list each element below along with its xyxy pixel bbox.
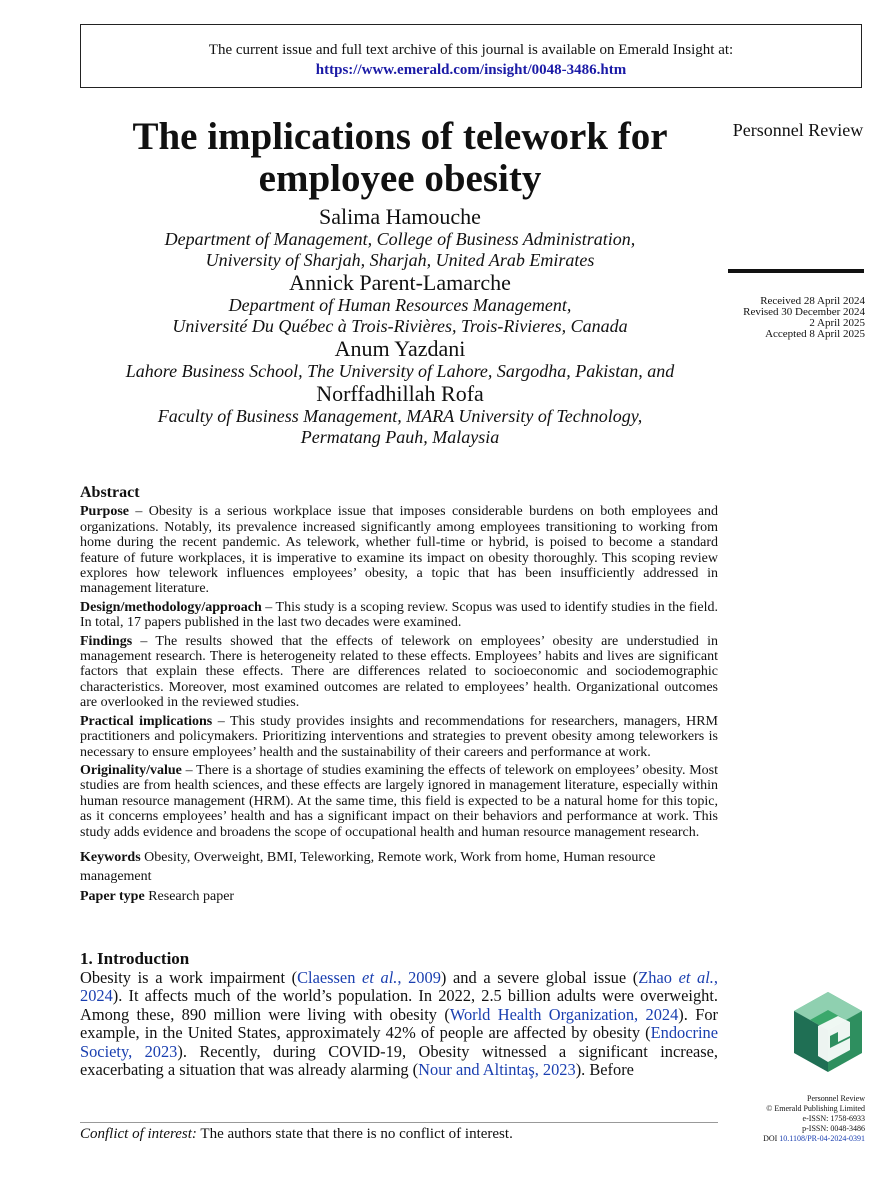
title-line-2: employee obesity xyxy=(258,157,542,200)
section-text: – The results showed that the effects of telework on employees’ obesity are understudied in management research. There is heterogeneity related to these effects. Employees’ habits and lives are significant factors that explain these effects. There are differences related to socioeconomic and sociodemographic characteristics. Moreover, most examined outcomes are related to employees’ health. Organizational outcomes are overlooked in the reviewed studies. xyxy=(80,633,718,711)
body-text: ). For example, in the United States, approximately 42% of people are affected by obesity ( xyxy=(80,1004,718,1042)
keywords-text: Obesity, Overweight, BMI, Teleworking, Remote work, Work from home, Human resource management xyxy=(80,849,656,884)
section-label: Originality/value xyxy=(80,762,182,778)
body-text: ). It affects much of the world’s population. In 2022, 2.5 billion adults were overweight. Among these, 890 million were living with obesity ( xyxy=(80,986,718,1024)
article-title xyxy=(80,116,720,200)
section-text: – Obesity is a serious workplace issue that imposes considerable burdens on both employees and organizations. Notably, its prevalence increased significantly among employees transitioning to working from home during the recent pandemic. As telework, whether full-time or hybrid, is poised to become a standard feature of future workplaces, it is imperative to examine its impact on obesity thoroughly. This scoping review explores how telework influences employees’ obesity, a topic that has been insufficiently addressed in management literature. xyxy=(80,504,718,597)
emerald-logo-icon xyxy=(790,990,866,1074)
section-label: Design/methodology/approach xyxy=(80,599,262,615)
footnote-text: The authors state that there is no conflict of interest. xyxy=(196,1126,513,1142)
title-line-1: The implications of telework for xyxy=(132,115,668,158)
paper-type-value: Research paper xyxy=(148,888,235,904)
author-name: Annick Parent-Lamarche xyxy=(289,270,511,295)
author-affiliation: Permatang Pauh, Malaysia xyxy=(300,427,500,447)
citation-link[interactable]: , 2024 xyxy=(80,967,718,1005)
citation-link[interactable]: Nour and Altintaş, 2023 xyxy=(418,1060,576,1079)
section-text: – There is a shortage of studies examining the effects of telework on employees’ obesity. Most studies are from health sciences, and these effects are largely ignored in management literature, especially within human resource management (HRM). At the same time, this field is expected to be a natural home for this topic, as it concerns employees’ health and has a significant impact on their behaviors and performance at work. This study adds evidence and broadens the scope of occupational health and human resource management research. xyxy=(80,762,718,840)
introduction-section xyxy=(80,950,718,1080)
revised-date-2: 2 April 2025 xyxy=(809,317,865,329)
paper-type xyxy=(80,889,718,904)
author-name: Anum Yazdani xyxy=(334,336,466,361)
abstract-purpose xyxy=(80,504,718,596)
doi-label: DOI xyxy=(763,1134,780,1143)
journal-availability-notice xyxy=(80,24,862,88)
accepted-date: Accepted 8 April 2025 xyxy=(765,328,865,340)
body-text: ). Before xyxy=(575,1060,634,1079)
body-text: ) and a severe global issue ( xyxy=(440,967,639,987)
pubinfo-eissn: e-ISSN: 1758-6933 xyxy=(802,1114,865,1123)
section-label: Findings xyxy=(80,633,133,649)
doi-link[interactable]: 10.1108/PR-04-2024-0391 xyxy=(779,1134,865,1143)
paper-type-label: Paper type xyxy=(80,888,145,904)
abstract-heading: Abstract xyxy=(80,484,140,501)
introduction-paragraph xyxy=(80,969,718,1080)
abstract-design xyxy=(80,600,718,631)
pubinfo-pissn: p-ISSN: 0048-3486 xyxy=(802,1124,865,1133)
body-text: Obesity is a work impairment ( xyxy=(80,967,298,987)
conflict-of-interest-footnote xyxy=(80,1126,718,1143)
journal-rule xyxy=(728,269,864,273)
author-list xyxy=(80,205,720,448)
citation-link[interactable]: et al. xyxy=(362,967,398,987)
received-date: Received 28 April 2024 xyxy=(760,295,865,307)
abstract xyxy=(80,485,718,907)
notice-text: The current issue and full text archive of this journal is available on Emerald Insight at: xyxy=(208,42,734,58)
abstract-practical-implications xyxy=(80,714,718,760)
revised-date: Revised 30 December 2024 xyxy=(743,306,865,318)
journal-url-link[interactable]: https://www.emerald.com/insight/0048-3486.htm xyxy=(315,62,627,78)
submission-dates xyxy=(700,296,865,340)
introduction-heading: 1. Introduction xyxy=(80,949,190,968)
section-text: – This study provides insights and recommendations for researchers, managers, HRM practitioners and policymakers. Prioritizing interventions and strategies to prevent obesity among teleworkers is necessary to ensure employees’ health and the sustainability of their careers and performance at work. xyxy=(80,713,718,760)
citation-link[interactable]: et al. xyxy=(678,967,714,987)
footnote-label: Conflict of interest: xyxy=(80,1126,197,1142)
author-affiliation: Department of Management, College of Business Administration, xyxy=(164,229,636,249)
section-label: Practical implications xyxy=(80,713,213,729)
author-affiliation: Department of Human Resources Management, xyxy=(228,295,572,315)
pubinfo-journal: Personnel Review xyxy=(807,1094,865,1103)
publication-info xyxy=(700,1094,865,1144)
body-text: ). Recently, during COVID-19, Obesity witnessed a significant increase, exacerbating a situation that was already alarming ( xyxy=(80,1041,718,1079)
citation-link[interactable]: Zhao xyxy=(638,967,679,987)
citation-link[interactable]: , 2009 xyxy=(397,967,441,987)
section-text: – This study is a scoping review. Scopus was used to identify studies in the field. In total, 17 papers published in the last two decades were examined. xyxy=(80,599,718,631)
abstract-originality xyxy=(80,763,718,840)
pubinfo-doi-line xyxy=(700,1134,865,1144)
keywords-label: Keywords xyxy=(80,849,141,865)
footnote-rule xyxy=(80,1122,718,1123)
author-affiliation: Université Du Québec à Trois-Rivières, Trois-Rivieres, Canada xyxy=(172,316,628,336)
author-affiliation: University of Sharjah, Sharjah, United Arab Emirates xyxy=(205,250,595,270)
citation-link[interactable]: Endocrine Society, 2023 xyxy=(80,1023,718,1061)
author-affiliation: Lahore Business School, The University of Lahore, Sargodha, Pakistan, and xyxy=(125,361,675,381)
abstract-findings xyxy=(80,634,718,711)
author-affiliation: Faculty of Business Management, MARA University of Technology, xyxy=(157,406,643,426)
citation-link[interactable]: World Health Organization, 2024 xyxy=(449,1004,679,1024)
author-name: Salima Hamouche xyxy=(319,204,481,229)
journal-name: Personnel Review xyxy=(732,120,864,140)
keywords xyxy=(80,848,718,886)
pubinfo-publisher: © Emerald Publishing Limited xyxy=(766,1104,865,1113)
author-name: Norffadhillah Rofa xyxy=(316,381,484,406)
section-label: Purpose xyxy=(80,504,129,520)
citation-link[interactable]: Claessen xyxy=(297,967,363,987)
